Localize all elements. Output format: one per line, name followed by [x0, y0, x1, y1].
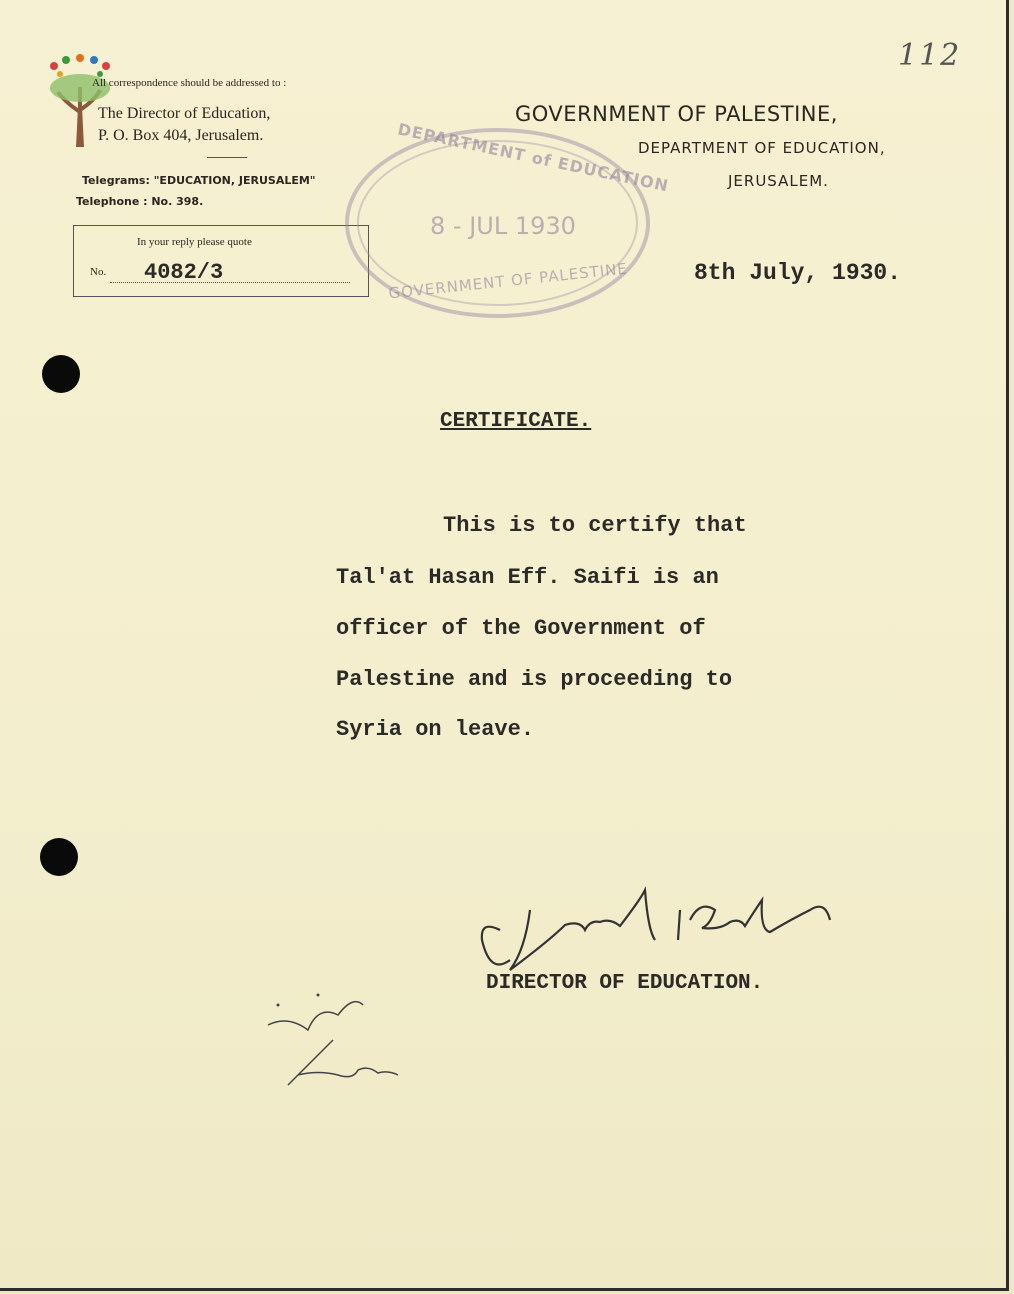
body-line: Tal'at Hasan Eff. Saifi is an: [336, 565, 719, 590]
body-line: Palestine and is proceeding to: [336, 667, 733, 692]
telephone-line: Telephone : No. 398.: [76, 195, 204, 208]
stamp-top-text: DEPARTMENT of EDUCATION: [396, 119, 671, 196]
body-line: This is to certify that: [443, 513, 747, 538]
correspondence-note: All correspondence should be addressed to :: [92, 77, 287, 89]
department-heading: DEPARTMENT OF EDUCATION,: [638, 139, 886, 157]
stamp-date: 8 - JUL 1930: [430, 212, 576, 240]
reference-no-label: No.: [90, 266, 107, 278]
address-line-2: P. O. Box 404, Jerusalem.: [98, 127, 264, 144]
signature-title: DIRECTOR OF EDUCATION.: [486, 972, 764, 995]
body-line: officer of the Government of: [336, 616, 706, 641]
stamp-bottom-text: GOVERNMENT OF PALESTINE: [387, 259, 629, 303]
reference-number: 4082/3: [144, 260, 224, 285]
city-heading: JERUSALEM.: [728, 172, 829, 190]
certificate-heading: CERTIFICATE.: [440, 410, 592, 433]
telegrams-line: Telegrams: "EDUCATION, JERUSALEM": [82, 174, 316, 187]
body-line: Syria on leave.: [336, 717, 535, 742]
address-divider: [207, 157, 247, 158]
government-heading: GOVERNMENT OF PALESTINE,: [515, 102, 838, 126]
page-number: 112: [898, 38, 962, 73]
address-line-1: The Director of Education,: [98, 105, 271, 122]
handwritten-margin-note: [258, 975, 418, 1095]
punch-hole-top: [42, 355, 80, 393]
letter-date: 8th July, 1930.: [694, 260, 902, 286]
reference-prompt: In your reply please quote: [137, 236, 252, 248]
punch-hole-bottom: [40, 838, 78, 876]
